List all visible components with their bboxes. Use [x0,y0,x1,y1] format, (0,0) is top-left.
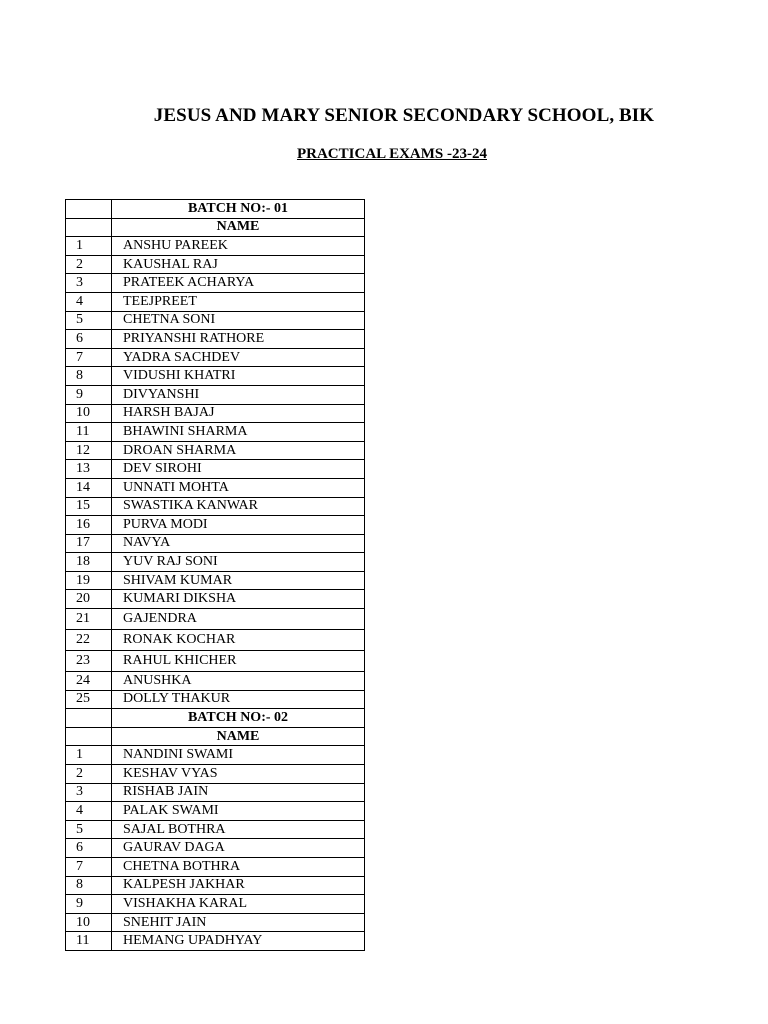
table-row [66,820,365,839]
column-header-row [66,727,365,746]
serial-number-cell: 9 [66,385,112,404]
student-name-cell: KAUSHAL RAJ [112,255,365,274]
column-header-row [66,218,365,237]
student-name-cell: CHETNA SONI [112,311,365,330]
table-row [66,895,365,914]
serial-number-cell: 6 [66,330,112,349]
student-name-cell: DEV SIROHI [112,460,365,479]
student-name-cell: GAJENDRA [112,609,365,630]
student-name-cell: KUMARI DIKSHA [112,590,365,609]
serial-number-cell: 8 [66,876,112,895]
student-name-cell: HEMANG UPADHYAY [112,932,365,951]
table-row [66,255,365,274]
batch-label: BATCH NO:- 02 [112,709,365,728]
table-row [66,478,365,497]
table-row [66,876,365,895]
table-row [66,672,365,691]
table-row [66,765,365,784]
exam-title: PRACTICAL EXAMS -23-24 [296,146,487,162]
batch-header-empty-cell [66,200,112,219]
student-name-cell: SAJAL BOTHRA [112,820,365,839]
serial-number-cell: 16 [66,516,112,535]
serial-number-cell: 17 [66,534,112,553]
serial-number-cell: 15 [66,497,112,516]
table-row [66,385,365,404]
table-row [66,690,365,709]
serial-number-cell: 6 [66,839,112,858]
serial-number-cell: 12 [66,441,112,460]
batch-label: BATCH NO:- 01 [112,200,365,219]
serial-number-cell: 19 [66,571,112,590]
student-name-cell: HARSH BAJAJ [112,404,365,423]
student-name-cell: RISHAB JAIN [112,783,365,802]
table-row [66,534,365,553]
student-name-cell: SWASTIKA KANWAR [112,497,365,516]
table-row [66,651,365,672]
table-row [66,274,365,293]
batch-header-row [66,200,365,219]
table-row [66,783,365,802]
student-name-cell: RONAK KOCHAR [112,630,365,651]
serial-number-cell: 10 [66,404,112,423]
student-name-cell: DROAN SHARMA [112,441,365,460]
student-name-cell: NAVYA [112,534,365,553]
serial-number-cell: 4 [66,802,112,821]
student-name-cell: PRATEEK ACHARYA [112,274,365,293]
student-name-cell: ANUSHKA [112,672,365,691]
student-name-cell: RAHUL KHICHER [112,651,365,672]
student-name-cell: DIVYANSHI [112,385,365,404]
table-row [66,404,365,423]
student-name-cell: SNEHIT JAIN [112,913,365,932]
serial-number-cell: 18 [66,553,112,572]
table-row [66,367,365,386]
student-name-cell: PRIYANSHI RATHORE [112,330,365,349]
table-row [66,913,365,932]
sno-header-empty-cell [66,727,112,746]
table-row [66,590,365,609]
table-row [66,839,365,858]
table-row [66,348,365,367]
table-row [66,571,365,590]
table-row [66,858,365,877]
serial-number-cell: 7 [66,348,112,367]
serial-number-cell: 25 [66,690,112,709]
school-title: JESUS AND MARY SENIOR SECONDARY SCHOOL, BIK [153,105,655,126]
serial-number-cell: 1 [66,237,112,256]
name-column-header: NAME [112,218,365,237]
serial-number-cell: 13 [66,460,112,479]
serial-number-cell: 2 [66,255,112,274]
student-name-cell: VISHAKHA KARAL [112,895,365,914]
student-name-cell: NANDINI SWAMI [112,746,365,765]
student-name-cell: DOLLY THAKUR [112,690,365,709]
table-row [66,746,365,765]
table-row [66,460,365,479]
table-row [66,553,365,572]
table-row [66,292,365,311]
serial-number-cell: 5 [66,820,112,839]
serial-number-cell: 1 [66,746,112,765]
student-name-cell: YADRA SACHDEV [112,348,365,367]
table-row [66,516,365,535]
sno-header-empty-cell [66,218,112,237]
serial-number-cell: 14 [66,478,112,497]
student-name-cell: KALPESH JAKHAR [112,876,365,895]
serial-number-cell: 4 [66,292,112,311]
batch-table-body [66,200,365,951]
student-name-cell: UNNATI MOHTA [112,478,365,497]
serial-number-cell: 3 [66,274,112,293]
serial-number-cell: 9 [66,895,112,914]
table-row [66,311,365,330]
student-name-cell: GAURAV DAGA [112,839,365,858]
student-name-cell: PALAK SWAMI [112,802,365,821]
table-row [66,609,365,630]
table-row [66,497,365,516]
serial-number-cell: 10 [66,913,112,932]
student-name-cell: PURVA MODI [112,516,365,535]
table-row [66,932,365,951]
serial-number-cell: 5 [66,311,112,330]
serial-number-cell: 23 [66,651,112,672]
serial-number-cell: 20 [66,590,112,609]
table-row [66,237,365,256]
serial-number-cell: 7 [66,858,112,877]
table-row [66,441,365,460]
student-name-cell: BHAWINI SHARMA [112,423,365,442]
serial-number-cell: 22 [66,630,112,651]
serial-number-cell: 21 [66,609,112,630]
student-name-cell: TEEJPREET [112,292,365,311]
student-name-cell: YUV RAJ SONI [112,553,365,572]
student-name-cell: ANSHU PAREEK [112,237,365,256]
student-name-cell: VIDUSHI KHATRI [112,367,365,386]
student-name-cell: KESHAV VYAS [112,765,365,784]
table-row [66,802,365,821]
table-row [66,423,365,442]
batch-header-empty-cell [66,709,112,728]
table-row [66,630,365,651]
batch-table [65,199,365,951]
serial-number-cell: 11 [66,423,112,442]
batch-header-row [66,709,365,728]
serial-number-cell: 24 [66,672,112,691]
serial-number-cell: 3 [66,783,112,802]
serial-number-cell: 8 [66,367,112,386]
name-column-header: NAME [112,727,365,746]
serial-number-cell: 2 [66,765,112,784]
student-name-cell: SHIVAM KUMAR [112,571,365,590]
table-row [66,330,365,349]
serial-number-cell: 11 [66,932,112,951]
student-name-cell: CHETNA BOTHRA [112,858,365,877]
